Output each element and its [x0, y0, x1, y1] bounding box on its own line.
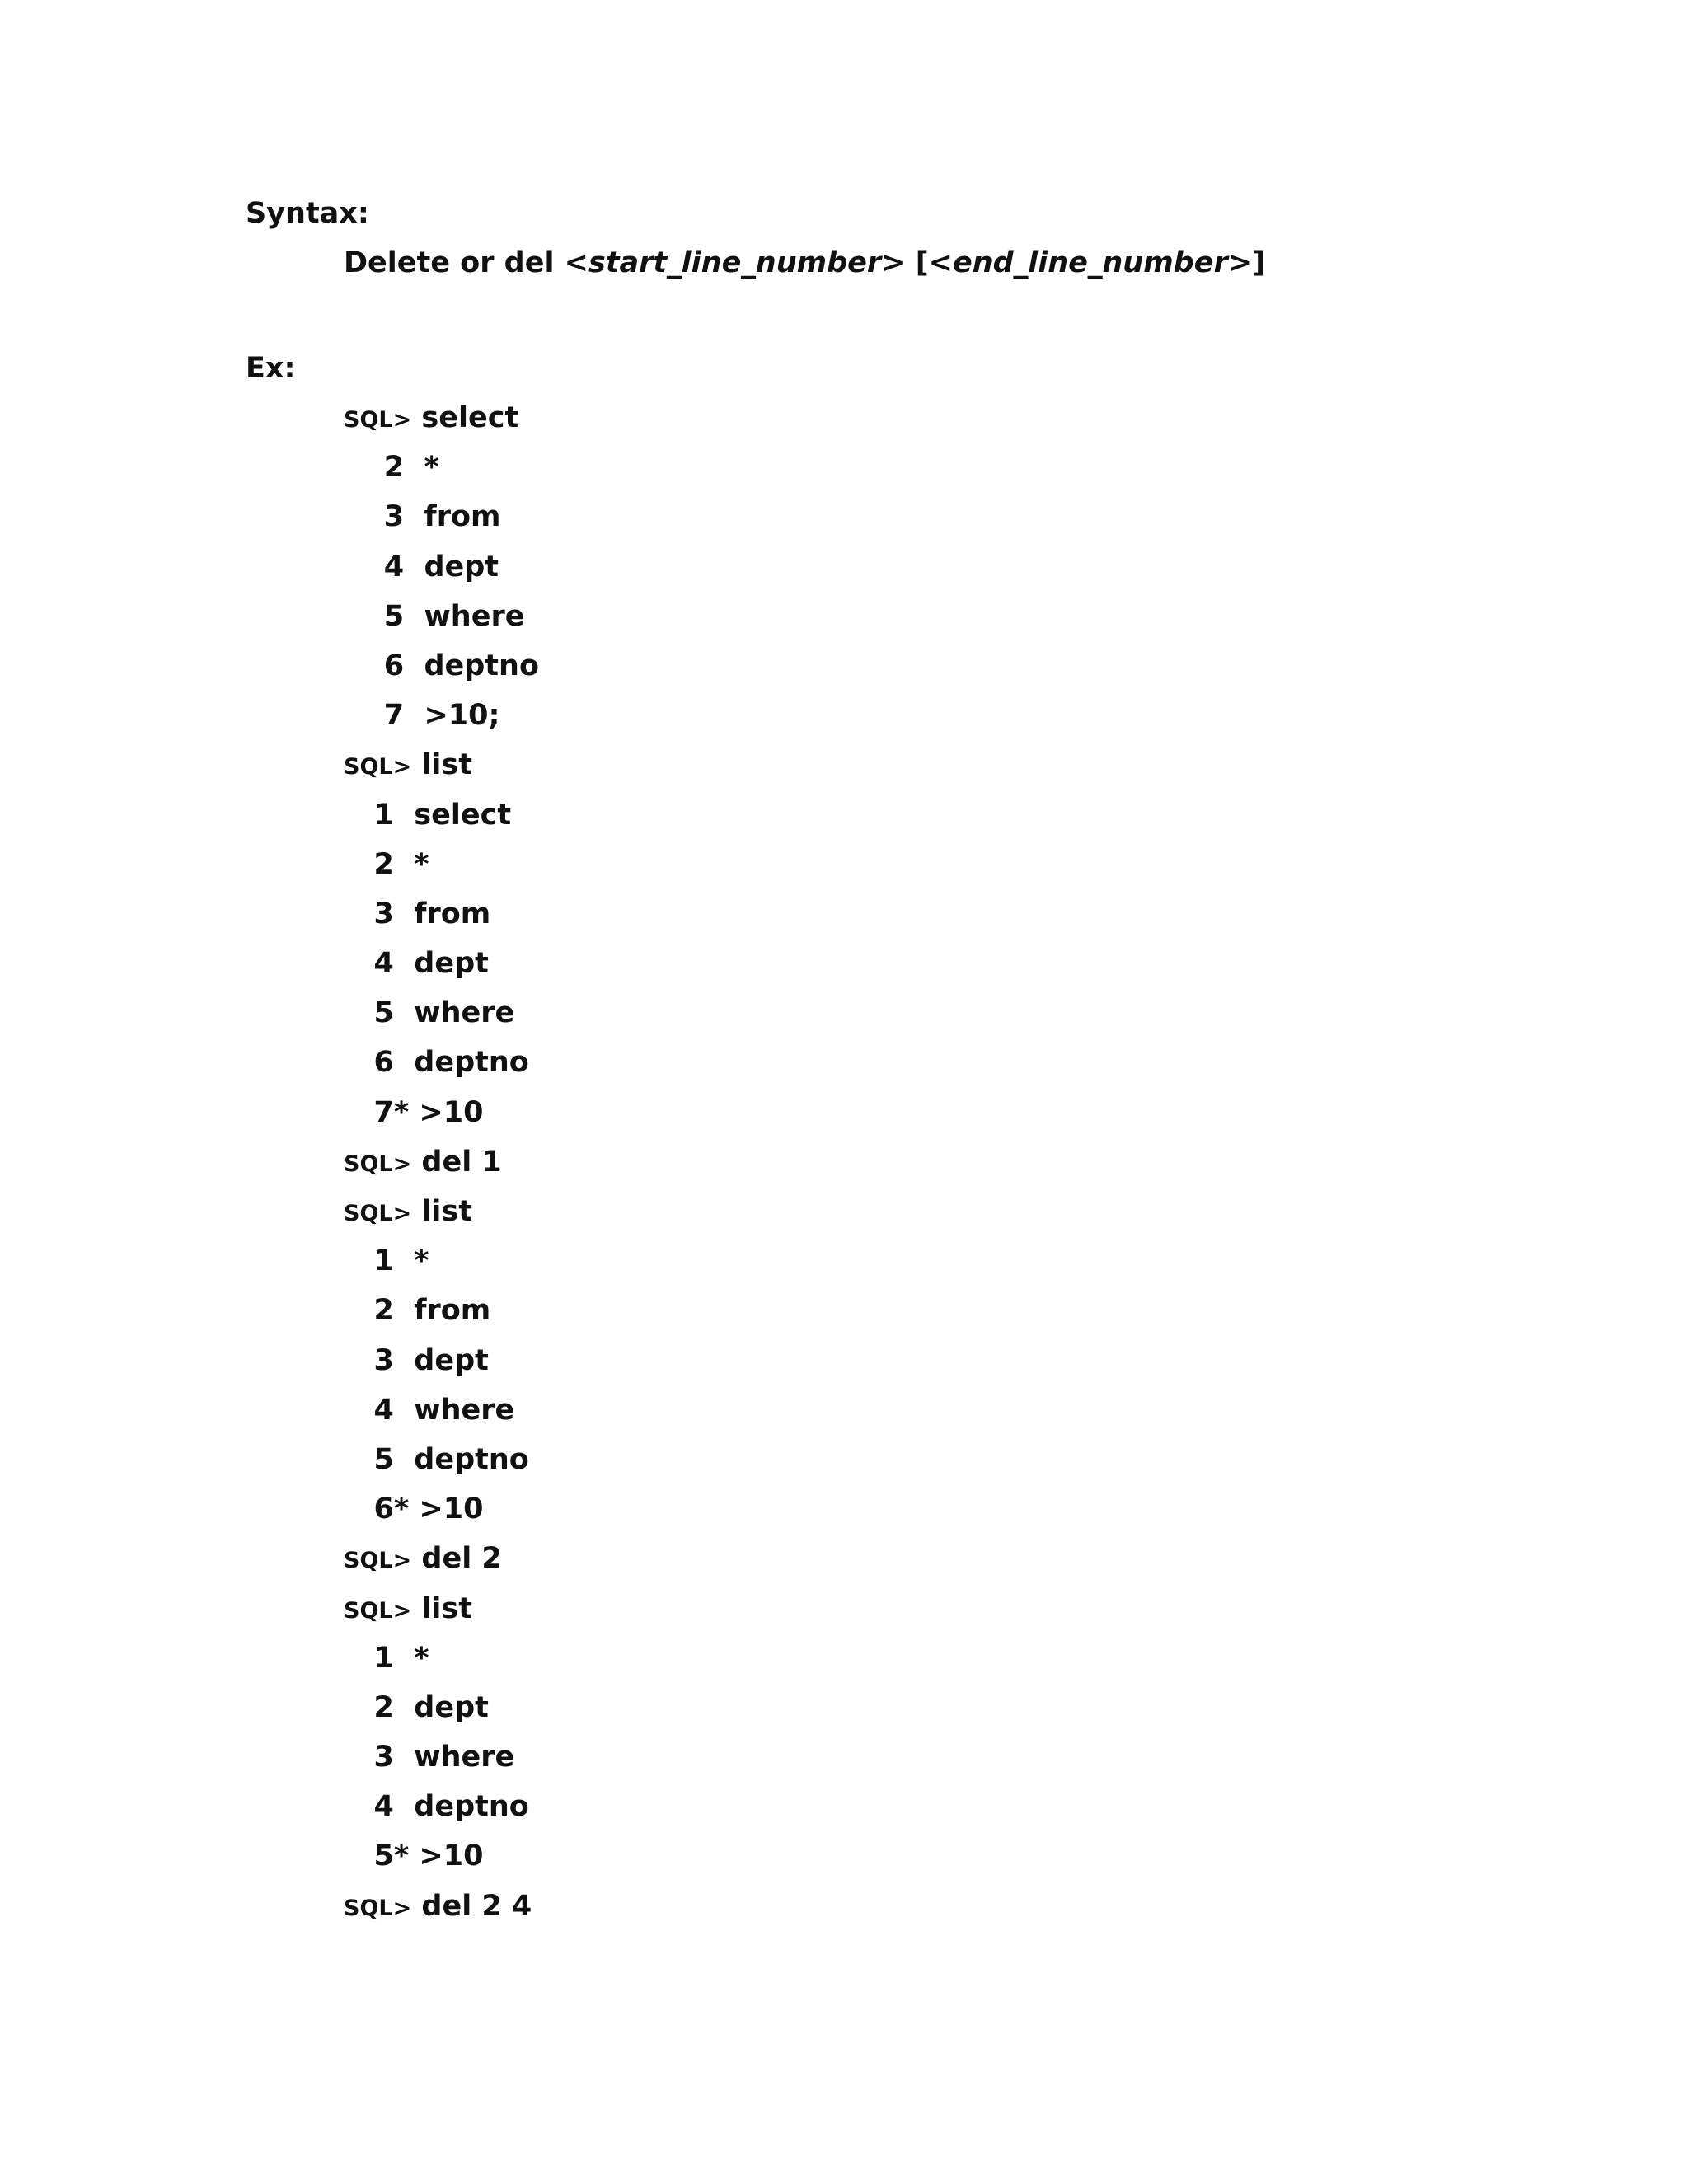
listing-line — [344, 500, 539, 552]
line-text: select — [411, 401, 519, 434]
listing-line — [344, 701, 539, 751]
listing-line — [344, 1743, 539, 1793]
sql-prompt: SQL> — [344, 1548, 412, 1574]
line-text: 3 from — [344, 500, 501, 534]
line-text: del 2 — [411, 1542, 502, 1576]
line-text: list — [411, 748, 472, 782]
syntax-command: Delete or del — [344, 246, 555, 279]
line-text: 2 * — [344, 847, 429, 881]
sql-prompt-line — [344, 1544, 539, 1594]
line-text: 4 dept — [344, 550, 499, 583]
listing-line — [344, 1343, 539, 1396]
listing-line — [344, 949, 539, 999]
line-text: 5 where — [344, 599, 525, 633]
listing-line — [344, 1296, 539, 1346]
line-text: 2 * — [344, 451, 439, 485]
sql-prompt: SQL> — [344, 1895, 412, 1921]
sql-prompt-line — [344, 748, 539, 800]
sql-prompt-line — [344, 1889, 539, 1942]
line-text: 5 where — [344, 996, 515, 1030]
line-text: 1 * — [344, 1641, 429, 1675]
listing-line — [344, 1842, 539, 1891]
line-text: 5* >10 — [344, 1840, 484, 1873]
example-heading: Ex: — [246, 352, 296, 385]
line-text: 4 where — [344, 1393, 515, 1427]
line-text: list — [411, 1591, 472, 1625]
syntax-end-line-arg: end_line_number — [953, 246, 1228, 279]
sql-prompt-line — [344, 401, 539, 453]
sql-prompt-line — [344, 1197, 539, 1247]
syntax-start-line-arg: start_line_number — [588, 246, 882, 279]
listing-line — [344, 996, 539, 1048]
listing-line — [344, 649, 540, 701]
line-text: 3 from — [344, 897, 491, 930]
line-text: 1 select — [344, 798, 512, 832]
line-text: 1 * — [344, 1244, 429, 1278]
line-text: 2 dept — [344, 1690, 489, 1724]
syntax-heading: Syntax: — [246, 197, 369, 230]
line-text: 7* >10 — [344, 1095, 484, 1129]
line-text: 4 deptno — [344, 1790, 529, 1824]
line-text: 7 >10; — [344, 699, 500, 733]
line-text: del 1 — [411, 1145, 502, 1179]
syntax-open-bracket: < — [564, 246, 588, 279]
line-text: list — [411, 1195, 472, 1228]
line-text: 4 dept — [344, 947, 489, 981]
line-text: 6 deptno — [344, 649, 540, 682]
line-text: 2 from — [344, 1294, 491, 1328]
listing-line — [344, 897, 539, 949]
listing-line — [344, 1095, 539, 1148]
listing-line — [344, 1790, 539, 1842]
example-listing — [344, 401, 540, 1942]
listing-line — [344, 1690, 539, 1743]
line-text: 3 where — [344, 1741, 515, 1774]
listing-line — [344, 798, 539, 851]
listing-line — [344, 1048, 539, 1098]
syntax-definition — [344, 246, 1266, 279]
listing-line — [344, 453, 539, 503]
sql-prompt: SQL> — [344, 754, 412, 780]
sql-prompt: SQL> — [344, 1597, 412, 1624]
line-text: 6* >10 — [344, 1493, 484, 1526]
listing-line — [344, 847, 539, 900]
listing-line — [344, 1641, 539, 1694]
listing-line — [344, 550, 539, 602]
line-text: del 2 4 — [411, 1889, 532, 1923]
line-text: 6 deptno — [344, 1046, 529, 1080]
syntax-optional-close: >] — [1227, 246, 1266, 279]
line-text: 3 dept — [344, 1343, 489, 1377]
syntax-optional-open: [< — [915, 246, 954, 279]
listing-line — [344, 599, 539, 652]
listing-line — [344, 1244, 539, 1296]
listing-line — [344, 1393, 539, 1446]
line-text: 5 deptno — [344, 1442, 529, 1476]
sql-prompt: SQL> — [344, 407, 412, 433]
sql-prompt-line — [344, 1145, 539, 1197]
syntax-close-bracket: > — [881, 246, 906, 279]
listing-line — [344, 1495, 539, 1544]
listing-line — [344, 1442, 539, 1495]
sql-prompt: SQL> — [344, 1151, 412, 1177]
sql-prompt-line — [344, 1591, 539, 1644]
sql-prompt: SQL> — [344, 1201, 412, 1226]
